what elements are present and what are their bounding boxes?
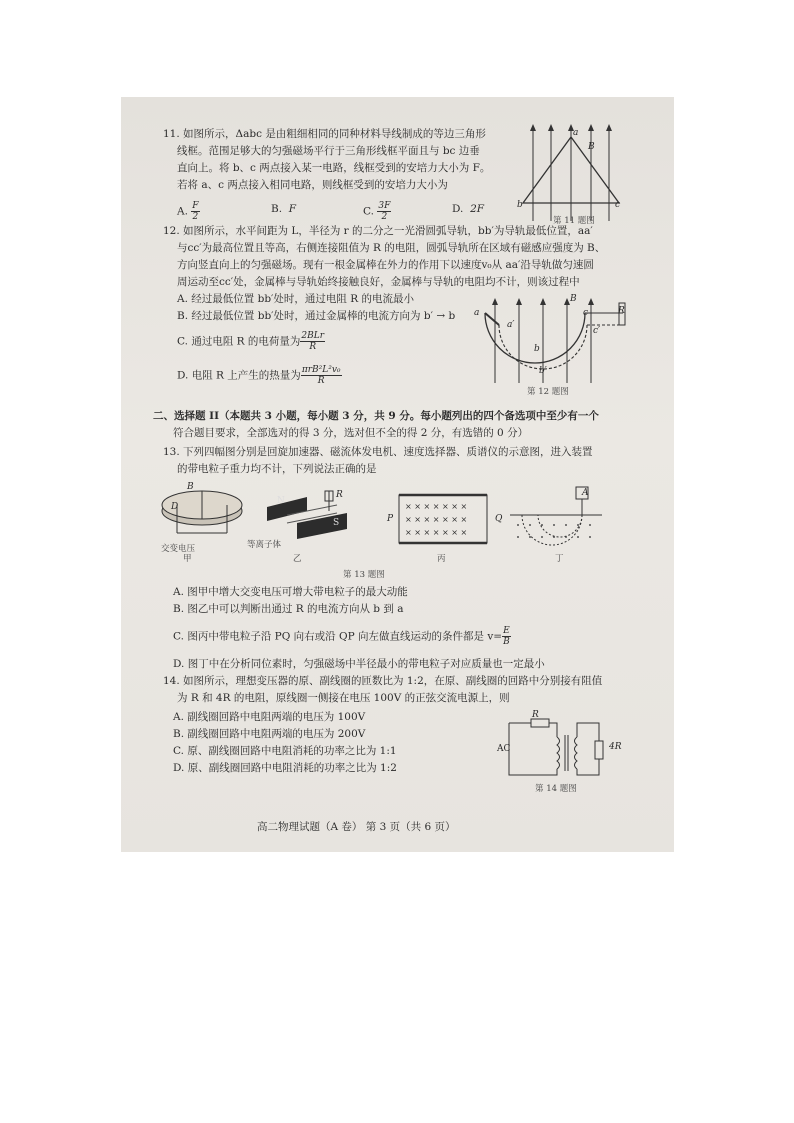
q12-line3: 方向竖直向上的匀强磁场。现有一根金属棒在外力的作用下以速度v₀从 aa′沿导轨做匀速圆 (177, 259, 594, 271)
q13-option-d: D. 图丁中在分析同位素时，匀强磁场中半径最小的带电粒子对应质量也一定最小 (173, 658, 545, 670)
q13-label-S: S (333, 518, 340, 528)
q11-line3: 直向上。将 b、c 两点接入某一电路，线框受到的安培力大小为 F。 (177, 162, 491, 174)
q14-caption: 第 14 题图 (535, 784, 577, 794)
q11-option-d: D. 2F (452, 203, 485, 215)
q12-label-c2: c′ (593, 326, 601, 336)
q12-option-a: A. 经过最低位置 bb′处时，通过电阻 R 的电流最小 (177, 293, 415, 305)
q13-label-N: N (277, 496, 285, 506)
q12-label-B: B (570, 294, 577, 304)
q14-option-a: A. 副线圈回路中电阻两端的电压为 100V (173, 711, 366, 723)
q13-label-P: P (387, 514, 394, 524)
q13-caption: 第 13 题图 (343, 570, 385, 580)
q14-transformer-circuit (499, 715, 609, 781)
q12-line4: 周运动至cc′处，金属棒与导轨始终接触良好，金属棒与导轨的电阻均不计，则该过程中 (177, 276, 580, 288)
q11-option-a: A. $\frac{F}{2}$ (177, 201, 199, 222)
q13-jia: 甲 (183, 554, 192, 564)
q12-label-b: b (534, 344, 540, 354)
q13-option-a: A. 图甲中增大交变电压可增大带电粒子的最大动能 (173, 586, 408, 598)
q11-label-c: c (615, 200, 621, 210)
q13-option-b: B. 图乙中可以判断出通过 R 的电流方向从 b 到 a (173, 603, 404, 615)
q12-label-b2: b′ (539, 366, 547, 376)
velocity-selector-figure (393, 491, 493, 551)
svg-text:× × × × × × ×: × × × × × × × (405, 515, 468, 524)
q13-line2: 的带电粒子重力均不计，下列说法正确的是 (177, 463, 377, 475)
q12-option-b: B. 经过最低位置 bb′处时，通过金属棒的电流方向为 b′ → b (177, 310, 456, 322)
q14-option-c: C. 原、副线圈回路中电阻消耗的功率之比为 1:1 (173, 745, 397, 757)
q12-label-a: a (474, 308, 480, 318)
q13-label-Q: Q (495, 514, 503, 524)
q14-line2: 为 R 和 4R 的电阻，原线圈一侧接在电压 100V 的正弦交流电源上，则 (177, 692, 510, 704)
q11-line4: 若将 a、c 两点接入相同电路，则线框受到的安培力大小为 (177, 179, 448, 191)
q14-label-R: R (532, 710, 539, 720)
q13-label-D: D (171, 502, 179, 512)
q12-option-c: C. 通过电阻 R 的电荷量为 $\frac{\text{2BLr}}{R}$ (177, 331, 325, 352)
q14-line1: 14. 如图所示，理想变压器的原、副线圈的匝数比为 1:2，在原、副线圈的回路中分别接有阻值 (163, 675, 603, 687)
svg-text:× × × × × × ×: × × × × × × × (405, 528, 468, 537)
q12-label-a2: a′ (507, 320, 515, 330)
q11-label-b: b (517, 200, 523, 210)
q13-label-A: A (582, 488, 589, 498)
q12-label-R: R (618, 306, 625, 316)
q12-label-c: c (583, 308, 589, 318)
q13-label-R: R (336, 490, 343, 500)
q13-line1: 13. 下列四幅图分别是回旋加速器、磁流体发电机、速度选择器、质谱仪的示意图，进入装置 (163, 446, 593, 458)
q11-option-b: B. F (271, 203, 297, 215)
q12-line1: 12. 如图所示，水平间距为 L，半径为 r 的二分之一光滑圆弧导轨，bb′为导轨最低位置，aa′ (163, 225, 593, 237)
page-footer: 高二物理试题（A 卷） 第 3 页（共 6 页） (257, 821, 456, 833)
q13-yi: 乙 (293, 554, 302, 564)
q11-caption: 第 11 题图 (553, 216, 595, 226)
q13-plasma: 等离子体 (247, 540, 282, 550)
q11-line2: 线框。范围足够大的匀强磁场平行于三角形线框平面且与 bc 边垂 (177, 145, 480, 157)
q14-option-b: B. 副线圈回路中电阻两端的电压为 200V (173, 728, 366, 740)
q12-option-d: D. 电阻 R 上产生的热量为 $\frac{\text{πrB²L²v₀}}{R}$ (177, 365, 341, 386)
q13-bing: 丙 (437, 554, 446, 564)
q11-label-a: a (573, 128, 579, 138)
mass-spectrometer-figure (506, 485, 606, 557)
q11-label-B: B (588, 142, 595, 152)
q14-option-d: D. 原、副线圈回路中电阻消耗的功率之比为 1:2 (173, 762, 397, 774)
q14-label-AC: AC (497, 744, 511, 754)
q12-caption: 第 12 题图 (527, 387, 569, 397)
q11-option-c: C. $\frac{3F}{2}$ (363, 201, 391, 222)
q14-label-4R: 4R (609, 742, 622, 752)
q13-option-c: C. 图丙中带电粒子沿 PQ 向右或沿 QP 向左做直线运动的条件都是 v= $\frac{E}{B}$ (173, 626, 510, 647)
q13-label-B: B (187, 482, 194, 492)
q13-ac-label: 交变电压 (161, 544, 196, 554)
section2-line2: 符合题目要求，全部选对的得 3 分，选对但不全的得 2 分，有选错的 0 分） (173, 427, 529, 439)
q13-ding: 丁 (555, 554, 564, 564)
svg-text:× × × × × × ×: × × × × × × × (405, 502, 468, 511)
section2-line1: 二、选择题 II（本题共 3 小题，每小题 3 分，共 9 分。每小题列出的四个备选项中至少有一个 (153, 410, 599, 422)
exam-page-photo (121, 97, 674, 852)
q12-line2: 与cc′为最高位置且等高，右侧连接阻值为 R 的电阻，圆弧导轨所在区域有磁感应强度为 B、 (177, 242, 606, 254)
q11-line1: 11. 如图所示，Δabc 是由粗细相同的同种材料导线制成的等边三角形 (163, 128, 486, 140)
